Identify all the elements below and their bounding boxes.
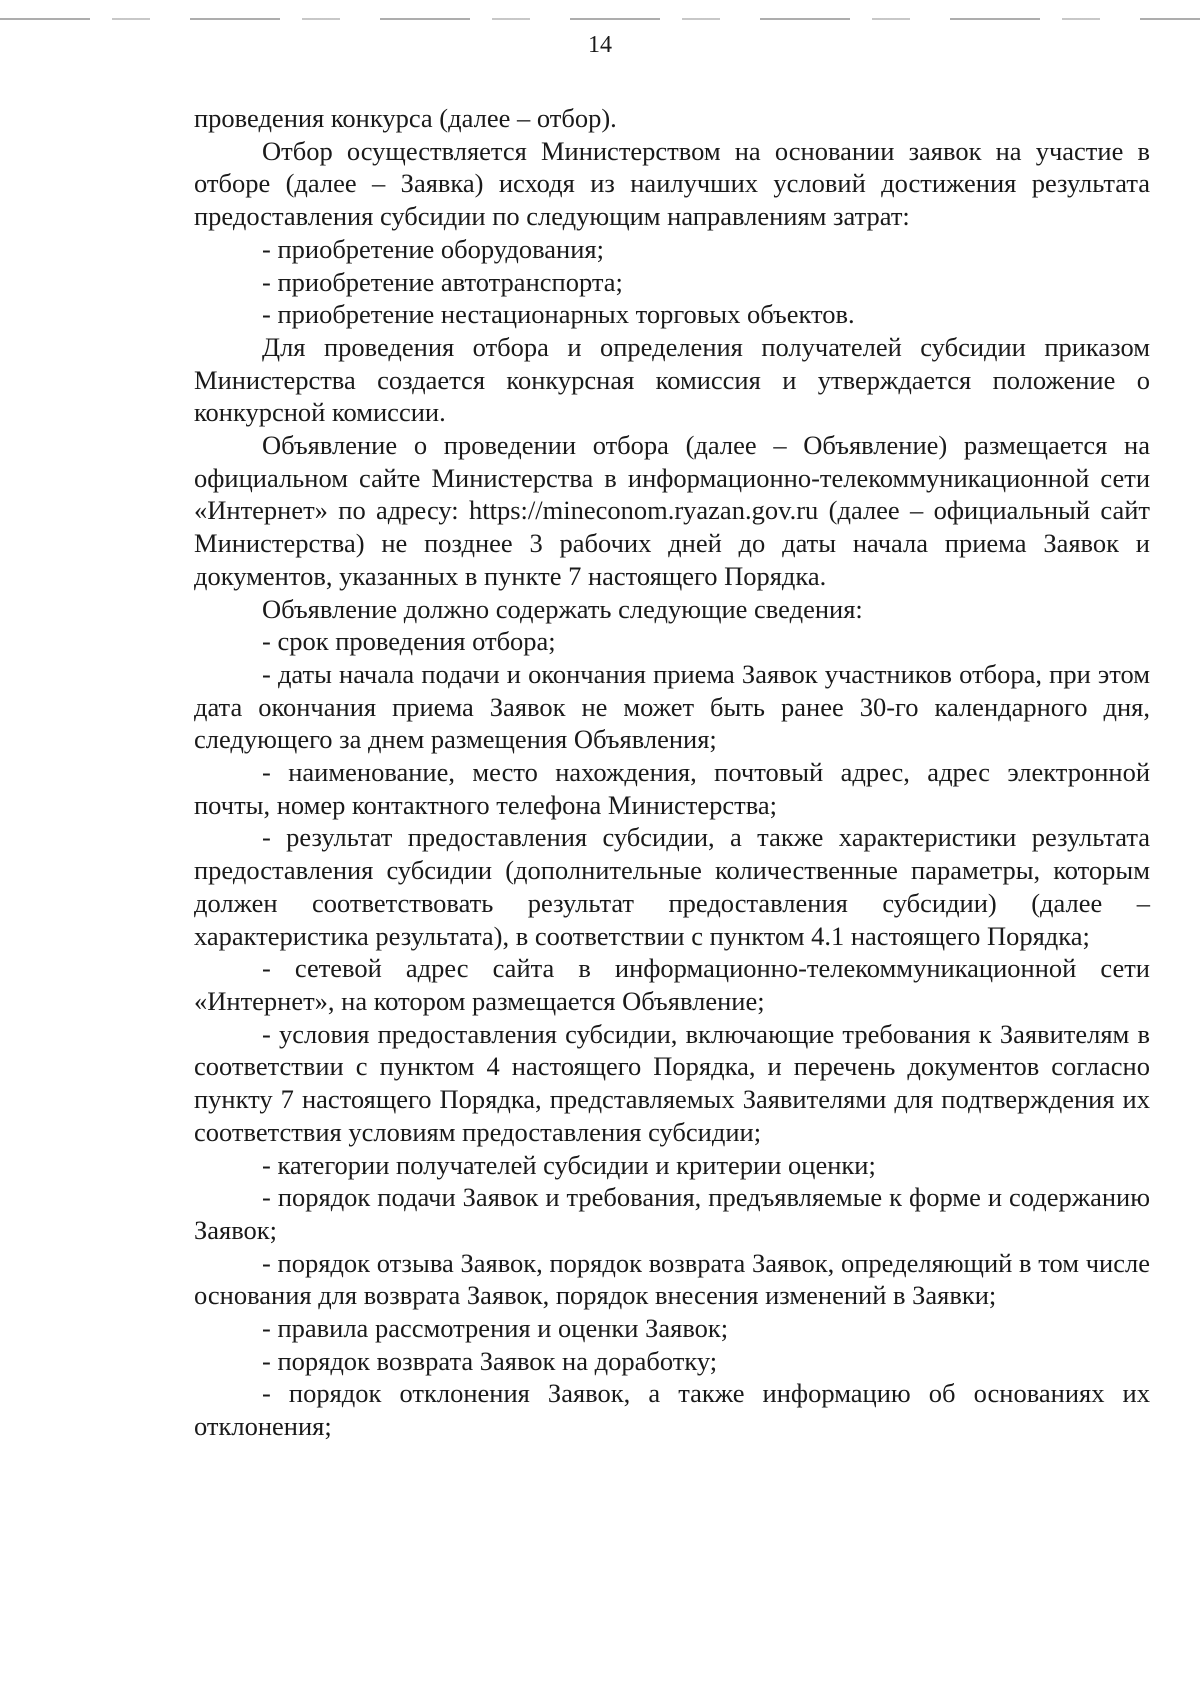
paragraph: - срок проведения отбора; [262,626,556,657]
paragraph: - порядок отзыва Заявок, порядок возврата Заявок, определяющий в том числе основания для возврата Заявок, порядок внесения изменений в Заявки; [194,1247,1150,1311]
paragraph: - порядок возврата Заявок на доработку; [262,1345,718,1376]
paragraph: проведения конкурса (далее – отбор). [194,103,617,133]
paragraph: - категории получателей субсидии и критерии оценки; [262,1149,876,1180]
paragraph: - приобретение оборудования; [262,233,604,264]
paragraph: Объявление о проведении отбора (далее – Объявление) размещается на официальном сайте Министерства в информационно-телекоммуникационной сети «Интернет» по адресу: https://mineconom.ryazan.gov.ru (далее – официальный сайт Министерства) не позднее 3 рабочих дней до даты начала приема Заявок и документов, указанных в пункте 7 настоящего Порядка. [194,430,1150,591]
paragraph: - сетевой адрес сайта в информационно-телекоммуникационной сети «Интернет», на котором размещается Объявление; [194,953,1150,1016]
paragraph: Отбор осуществляется Министерством на основании заявок на участие в отборе (далее – Заявка) исходя из наилучших условий достижения результата предоставления субсидии по следующим направлениям затрат: [194,135,1150,232]
paragraph: - приобретение автотранспорта; [262,266,623,297]
scan-edge-artifact [0,18,1200,20]
paragraph: Объявление должно содержать следующие сведения: [262,593,863,624]
paragraph: Для проведения отбора и определения получателей субсидии приказом Министерства создается конкурсная комиссия и утверждается положение о конкурсной комиссии. [194,331,1150,428]
paragraph: - наименование, место нахождения, почтовый адрес, адрес электронной почты, номер контактного телефона Министерства; [194,757,1150,820]
paragraph: - правила рассмотрения и оценки Заявок; [262,1313,729,1344]
paragraph: - порядок подачи Заявок и требования, предъявляемые к форме и содержанию Заявок; [194,1182,1150,1245]
paragraph: - результат предоставления субсидии, а также характеристики результата предоставления субсидии (дополнительные количественные параметры, которым должен соответствовать результат предоставления субсидии) (далее – характеристика результата), в соответствии с пунктом 4.1 настоящего Порядка; [194,822,1150,951]
paragraph: - условия предоставления субсидии, включающие требования к Заявителям в соответствии с пунктом 4 настоящего Порядка, и перечень документов согласно пункту 7 настоящего Порядка, представляемых Заявителями для подтверждения их соответствия условиям предоставления субсидии; [194,1018,1150,1147]
paragraph: - порядок отклонения Заявок, а также информацию об основаниях их отклонения; [194,1378,1150,1442]
document-body [194,102,1150,1443]
paragraph: - даты начала подачи и окончания приема Заявок участников отбора, при этом дата окончания приема Заявок не может быть ранее 30-го календарного дня, следующего за днем размещения Объявления; [194,658,1150,755]
paragraph: - приобретение нестационарных торговых объектов. [262,299,855,330]
page-number: 14 [588,32,612,58]
